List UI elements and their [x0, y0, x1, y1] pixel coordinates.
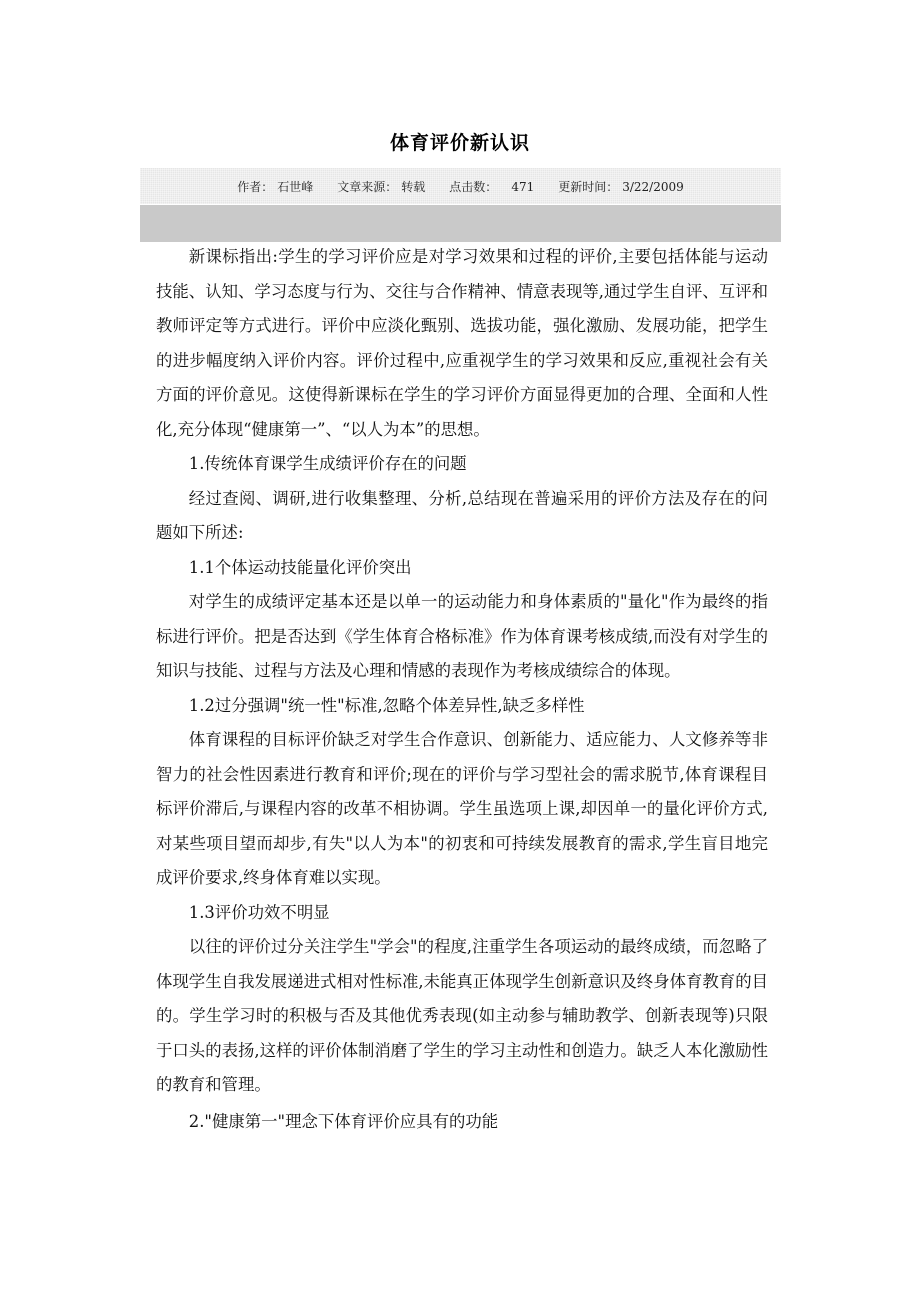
- article-body: [156, 240, 768, 1139]
- meta-updated-label: 更新时间：: [558, 179, 619, 194]
- section-heading: 2."健康第一"理念下体育评价应具有的功能: [188, 1111, 499, 1131]
- meta-updated: [558, 178, 684, 195]
- section-heading: 1.3评价功效不明显: [188, 902, 330, 922]
- article-title: 体育评价新认识: [389, 132, 530, 154]
- meta-hits-label: 点击数：: [449, 179, 498, 194]
- meta-author-label: 作者：: [237, 179, 274, 194]
- meta-source-value: 转载: [401, 179, 426, 194]
- meta-source: [337, 178, 425, 195]
- body-paragraph: 经过查阅、调研,进行收集整理、分析,总结现在普遍采用的评价方法及存在的问题如下所述:: [156, 488, 768, 542]
- body-paragraph: 以往的评价过分关注学生"学会"的程度,注重学生各项运动的最终成绩，而忽略了体现学生自我发展递进式相对性标准,未能真正体现学生创新意识及终身体育教育的目的。学生学习时的积极与否及其他优秀表现(如主动参与辅助教学、创新表现等)只限于口头的表扬,这样的评价体制消磨了学生的学习主动性和创造力。缺乏人本化激励性的教育和管理。: [156, 937, 768, 1094]
- meta-author: [237, 178, 313, 195]
- article-meta-bar: [140, 168, 781, 204]
- meta-source-label: 文章来源：: [337, 179, 398, 194]
- meta-divider-bar: [140, 205, 781, 242]
- meta-hits: [449, 178, 534, 195]
- meta-author-value: 石世峰: [277, 179, 314, 194]
- meta-hits-value: 471: [511, 179, 535, 194]
- body-paragraph: 新课标指出:学生的学习评价应是对学习效果和过程的评价,主要包括体能与运动技能、认知、学习态度与行为、交往与合作精神、情意表现等,通过学生自评、互评和教师评定等方式进行。评价中应淡化甄别、选拔功能，强化激励、发展功能，把学生的进步幅度纳入评价内容。评价过程中,应重视学生的学习效果和反应,重视社会有关方面的评价意见。这使得新课标在学生的学习评价方面显得更加的合理、全面和人性化,充分体现“健康第一”、“以人为本”的思想。: [156, 247, 768, 439]
- body-paragraph: 体育课程的目标评价缺乏对学生合作意识、创新能力、适应能力、人文修养等非智力的社会性因素进行教育和评价;现在的评价与学习型社会的需求脱节,体育课程目标评价滞后,与课程内容的改革不相协调。学生虽选项上课,却因单一的量化评价方式,对某些项目望而却步,有失"以人为本"的初衷和可持续发展教育的需求,学生盲目地完成评价要求,终身体育难以实现。: [156, 730, 768, 887]
- meta-updated-value: 3/22/2009: [622, 179, 684, 194]
- section-heading: 1.2过分强调"统一性"标准,忽略个体差异性,缺乏多样性: [188, 695, 585, 715]
- body-paragraph: 对学生的成绩评定基本还是以单一的运动能力和身体素质的"量化"作为最终的指标进行评价。把是否达到《学生体育合格标准》作为体育课考核成绩,而没有对学生的知识与技能、过程与方法及心理和情感的表现作为考核成绩综合的体现。: [156, 592, 768, 680]
- section-heading: 1.1个体运动技能量化评价突出: [188, 557, 412, 577]
- section-heading: 1.传统体育课学生成绩评价存在的问题: [188, 454, 467, 473]
